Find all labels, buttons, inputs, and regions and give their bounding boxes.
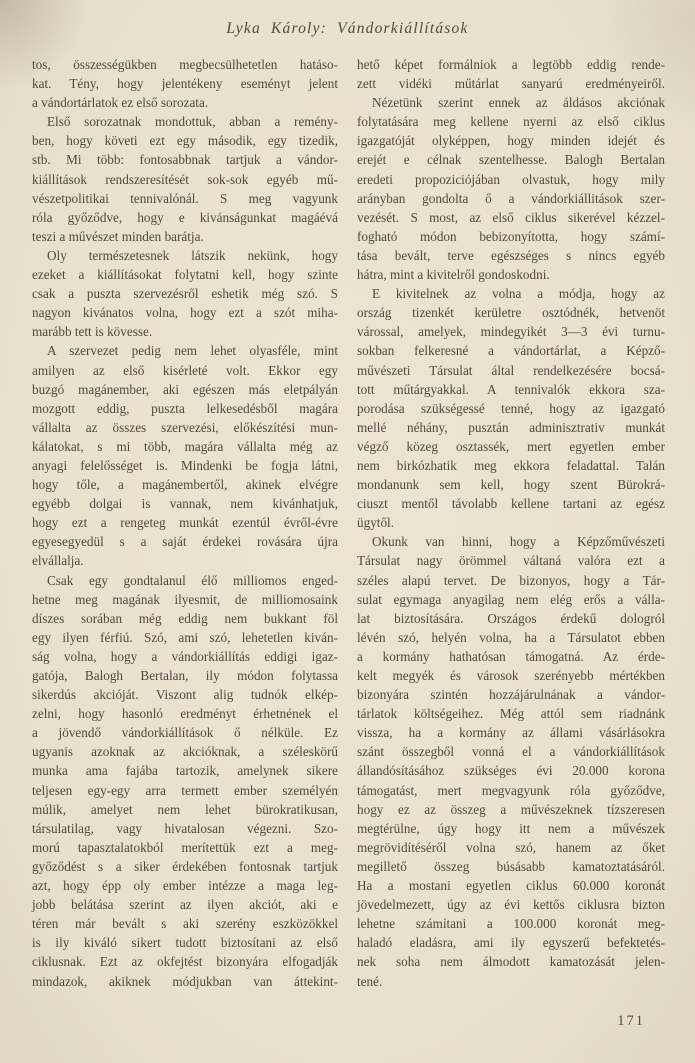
text-line: a kormány hathatósan támogatná. Az érde- [357, 648, 665, 664]
text-line: Társulat nagy örömmel váltaná valóra ezt a [357, 553, 665, 569]
text-line: Csak egy gondtalanul élő milliomos enged- [47, 572, 338, 588]
text-line: Első sorozatnak mondottuk, abban a remény- [47, 114, 338, 130]
text-line: ben, hogy követi ezt egy második, egy tizedik, [32, 133, 338, 149]
text-line: vállalta az összes szervezési, előkészítési mun- [32, 419, 338, 435]
text-line: díszes sorában még eddig nem bukkant föl [32, 610, 338, 626]
text-line: állandósításához szükséges évi 20.000 korona [357, 763, 665, 779]
text-line: csak a puszta szervezésről eshetik még szó. S [32, 286, 338, 302]
text-line: tása bevált, terve egészséges s nincs egyéb [357, 247, 665, 263]
text-line: lévén szó, helyén volna, ha a Társulatot ebben [357, 629, 665, 645]
text-line: eredeti propoziciójában olvastuk, hogy mily [357, 171, 665, 187]
text-line: E kivitelnek az volna a módja, hogy az [372, 286, 665, 302]
running-header: Lyka Károly: Vándorkiállítások [226, 20, 469, 37]
text-line: vissza, ha a kormány az állami vásárlásokra [357, 725, 665, 741]
text-line: igazgatóját olyképpen, hogy minden idejét és [357, 133, 665, 149]
text-line: téren már bevált s aki szerény eszközökkel [32, 916, 338, 932]
text-line: hátra, mint a kivitelről gondoskodni. [357, 267, 550, 283]
paragraph [32, 246, 338, 341]
text-line: Oly természetesnek látszik nekünk, hogy [47, 247, 338, 263]
text-line: a jövendő vándorkiállítások ő nélküle. Ez [32, 725, 338, 741]
text-line: mellé néhány, pusztán adminisztrativ munkát [357, 419, 665, 435]
text-line: elvállalja. [32, 553, 84, 569]
text-line: teszi a művészet minden barátja. [32, 228, 204, 244]
text-line: kat. Tény, hogy jelentékeny eseményt jelent [32, 76, 338, 92]
paragraph [357, 284, 665, 532]
text-line: nem birkózhatik meg ekkora feladattal. Talán [357, 457, 665, 473]
text-line: porodása szükségessé tenné, hogy az igazgató [357, 400, 665, 416]
text-line: jobb belátása szerint az ilyen akciót, aki e [32, 897, 338, 913]
text-line: erejét e célnak szentelhesse. Balogh Bertalan [357, 152, 665, 168]
text-line: marább tett is kövesse. [32, 324, 153, 340]
paragraph [32, 341, 338, 570]
text-line: ország tizenkét kerületre osztódnék, hetvenöt [357, 305, 665, 321]
text-line: hetne meg magának ilyesmit, de milliomosaink [32, 591, 338, 607]
text-line: haladó eladásra, ami ily egyszerű befektetés- [357, 935, 665, 951]
text-line: munka ama fajába tartozik, amelynek sikere [32, 763, 338, 779]
text-line: szánt összegből vonná el a vándorkiállítások [357, 744, 665, 760]
page-number: 171 [617, 1013, 645, 1029]
text-line: lat biztosítására. Országos érdekű dologról [357, 610, 665, 626]
text-line: egy ilyen férfiú. Szó, ami szó, lehetetlen kiván- [32, 629, 338, 645]
text-line: kálatokat, s mi több, magára vállalta még az [32, 438, 338, 454]
text-line: Okunk van hinni, hogy a Képzőművészeti [372, 534, 665, 550]
text-line: tos, összességükben megbecsülhetetlen hatáso- [32, 57, 338, 72]
text-line: ugyanis azoknak az akcióknak, a széleskörű [32, 744, 338, 760]
text-line: sokban felkeresné a vándortárlat, a Képző- [357, 343, 665, 359]
text-line: várossal, amelyek, mindegyikét 3—3 évi turnu- [357, 324, 665, 340]
text-line: gatója, Balogh Bertalan, ily módon folytassa [32, 668, 338, 683]
text-line: széles alapú tervet. De bizonyos, hogy a Tár- [357, 572, 665, 588]
text-line: azt, hogy épp oly ember intézze a maga leg- [32, 878, 338, 894]
text-line: róla győződve, hogy e kivánságunkat magáévá [32, 209, 338, 225]
text-line: megtérülne, úgy hogy itt nem a művészek [357, 820, 665, 836]
text-line: hogy ezt a rengeteg munkát ezentúl évről-évre [32, 515, 338, 531]
text-line: buzgó magánember, aki egészen más eletpályán [32, 381, 338, 397]
text-line: vészetpolitikai tennivalónál. S meg vagyunk [32, 190, 338, 206]
text-line: is ily kiváló sikert tudott biztosítani az első [32, 935, 338, 951]
text-line: ezeket a kiállításokat folytatni kell, hogy szinte [32, 267, 338, 283]
text-line: vezését. S most, az első ciklus sikerével kézzel- [357, 209, 665, 225]
text-line: ság volna, hogy a vándorkiállítás eddigi igaz- [32, 648, 338, 664]
paragraph [357, 532, 665, 990]
text-line: egyesegyedül s a saját érdekei rovására újra [32, 534, 338, 550]
text-line: művészeti Társulat által rendelkezésére bocsá- [357, 362, 665, 378]
text-line: amilyen az első kisérleté volt. Ekkor egy [32, 362, 338, 378]
column-right [357, 55, 665, 991]
text-line: morú tapasztalatokból merítettük ezt a meg- [32, 839, 338, 855]
text-line: egyébb dolgai is vannak, nem kivánhatjuk, [32, 496, 338, 512]
text-line: anyagi felelősséget is. Mindenki be fogja látni, [32, 457, 338, 473]
text-line: kiállítások rendszeresítését sok-sok egyéb mű- [32, 171, 338, 187]
text-line: hető képet formálniok a legtöbb eddig rende- [357, 57, 665, 72]
text-line: zett vidéki műtárlat sanyarú eredményeiről. [357, 76, 665, 92]
text-line: folytatására meg kellene nyerni az első ciklus [357, 114, 665, 130]
paragraph [32, 112, 338, 246]
paragraph [357, 55, 665, 93]
text-line: stb. Mi több: fontosabbnak tartjuk a vándor- [32, 152, 338, 168]
text-line: végző közeg osztassék, mert egyetlen ember [357, 438, 665, 454]
text-line: sikerdús akcióját. Viszont alig tudnók elkép- [32, 687, 338, 703]
text-line: teljesen egy-egy arra termett ember személyén [32, 782, 338, 798]
text-line: hogy tőle, a magánembertől, akinek elvégre [32, 477, 338, 493]
text-line: megillető összeg búsásabb kamatoztatásáról. [357, 858, 665, 874]
text-line: a vándortárlatok ez első sorozata. [32, 95, 209, 111]
column-left [32, 55, 338, 991]
text-line: arányban gondolta ő a vándorkiállitások szer- [357, 190, 665, 206]
text-line: mozgott eddig, puszta lelkesedésből magára [32, 400, 338, 416]
text-line: fogható módon bebizonyította, hogy számí- [357, 228, 665, 244]
text-line: tott műtárgyakkal. A tennivalók ekkora sza- [357, 381, 665, 397]
text-line: Ha a mostani egyetlen ciklus 60.000 koronát [357, 878, 665, 894]
paragraph [357, 93, 665, 284]
text-line: tené. [357, 973, 383, 989]
text-line: győződést s a siker érdekében fontosnak tartjuk [32, 858, 338, 874]
text-line: sulat egymaga anyagilag nem elég erős a válla- [357, 591, 665, 607]
text-line: A szervezet pedig nem lehet olyasféle, mint [47, 343, 338, 359]
paragraph [32, 571, 338, 991]
text-line: társulatilag, vagy hivatalosan végezni. Szo- [32, 820, 338, 836]
text-line: zelni, hogy hasonló eredményt érhetnének el [32, 706, 338, 722]
text-line: tárlatok költségeihez. Még attól sem riadnánk [357, 706, 665, 722]
text-line: hogy ez az összeg a művészeknek tízszeresen [357, 801, 665, 817]
text-line: mondanunk sem kell, hogy szent Bürokrá- [357, 477, 665, 493]
text-line: jövedelmezett, úgy az évi kettős ciklusra bizton [357, 897, 665, 913]
text-line: nagyon kivánatos volna, hogy ezt a szót miha- [32, 305, 338, 321]
text-line: ciklusnak. Ezt az okfejtést bizonyára elfogadják [32, 954, 338, 970]
text-line: nek soha nem álmodott kamatozását jelen- [357, 954, 665, 970]
text-line: ciuszt mentől távolabb kellene tartani az egész [357, 496, 665, 512]
text-line: Nézetünk szerint ennek az áldásos akciónak [372, 95, 665, 111]
text-line: mindazok, akiknek módjukban van áttekint- [32, 973, 338, 989]
text-line: bizonyára szintén hozzájárulnának a vándor- [357, 687, 665, 703]
text-line: kelt megyék és városok szerényebb mértékben [357, 668, 665, 683]
text-line: megrövidítéséről volna szó, hanem az őket [357, 839, 665, 855]
paragraph [32, 55, 338, 112]
text-line: lehetne számítani a 100.000 koronát meg- [357, 916, 665, 932]
text-line: támogatást, mert megvagyunk róla győződve, [357, 782, 665, 798]
text-line: ügytől. [357, 515, 394, 531]
text-line: múlik, amelyet nem lehet bürokratikusan, [32, 801, 338, 817]
